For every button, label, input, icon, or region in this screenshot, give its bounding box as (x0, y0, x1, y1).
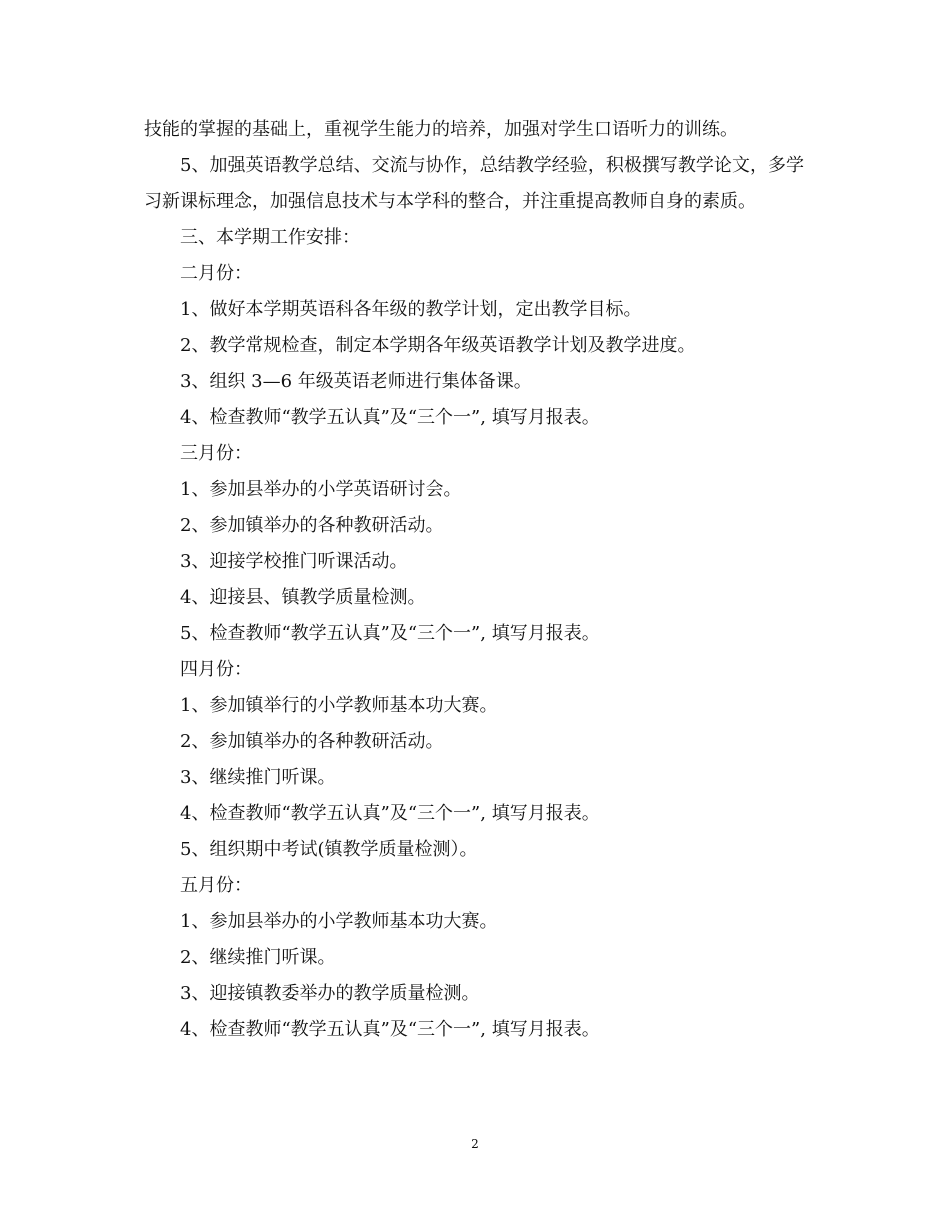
list-item: 5、检查教师“教学五认真”及“三个一”, 填写月报表。 (180, 623, 600, 644)
item-5-paragraph: 5、加强英语教学总结、交流与协作，总结教学经验，积极撰写教学论文，多学习新课标理念，加强信息技术与本学科的整合，并注重提高教师自身的素质。 (144, 155, 804, 212)
list-item: 5、组织期中考试(镇教学质量检测）。 (180, 839, 478, 860)
list-item: 1、参加县举办的小学教师基本功大赛。 (180, 911, 498, 932)
list-item: 2、参加镇举办的各种教研活动。 (180, 515, 444, 536)
continuation-paragraph: 技能的掌握的基础上，重视学生能力的培养，加强对学生口语听力的训练。 (144, 119, 738, 140)
month-heading: 五月份： (180, 875, 252, 896)
list-item: 2、继续推门听课。 (180, 947, 336, 968)
month-section-may (144, 868, 804, 1048)
list-item: 2、教学常规检查，制定本学期各年级英语教学计划及教学进度。 (180, 335, 696, 356)
month-heading: 四月份： (180, 659, 252, 680)
month-heading: 二月份： (180, 263, 252, 284)
list-item: 1、参加镇举行的小学教师基本功大赛。 (180, 695, 498, 716)
month-section-april (144, 652, 804, 868)
list-item: 3、继续推门听课。 (180, 767, 336, 788)
list-item: 2、参加镇举办的各种教研活动。 (180, 731, 444, 752)
list-item: 1、参加县举办的小学英语研讨会。 (180, 479, 462, 500)
list-item: 3、组织 3—6 年级英语老师进行集体备课。 (180, 371, 532, 392)
page-content (144, 112, 804, 1048)
list-item: 4、检查教师“教学五认真”及“三个一”, 填写月报表。 (180, 407, 600, 428)
list-item: 3、迎接镇教委举办的教学质量检测。 (180, 983, 480, 1004)
page-number: 2 (471, 1137, 479, 1151)
list-item: 4、检查教师“教学五认真”及“三个一”, 填写月报表。 (180, 1019, 600, 1040)
month-section-march (144, 436, 804, 652)
list-item: 3、迎接学校推门听课活动。 (180, 551, 408, 572)
list-item: 4、迎接县、镇教学质量检测。 (180, 587, 426, 608)
section-heading: 三、本学期工作安排： (180, 227, 360, 248)
list-item: 4、检查教师“教学五认真”及“三个一”, 填写月报表。 (180, 803, 600, 824)
list-item: 1、做好本学期英语科各年级的教学计划，定出教学目标。 (180, 299, 642, 320)
month-section-february (144, 256, 804, 436)
month-heading: 三月份： (180, 443, 252, 464)
